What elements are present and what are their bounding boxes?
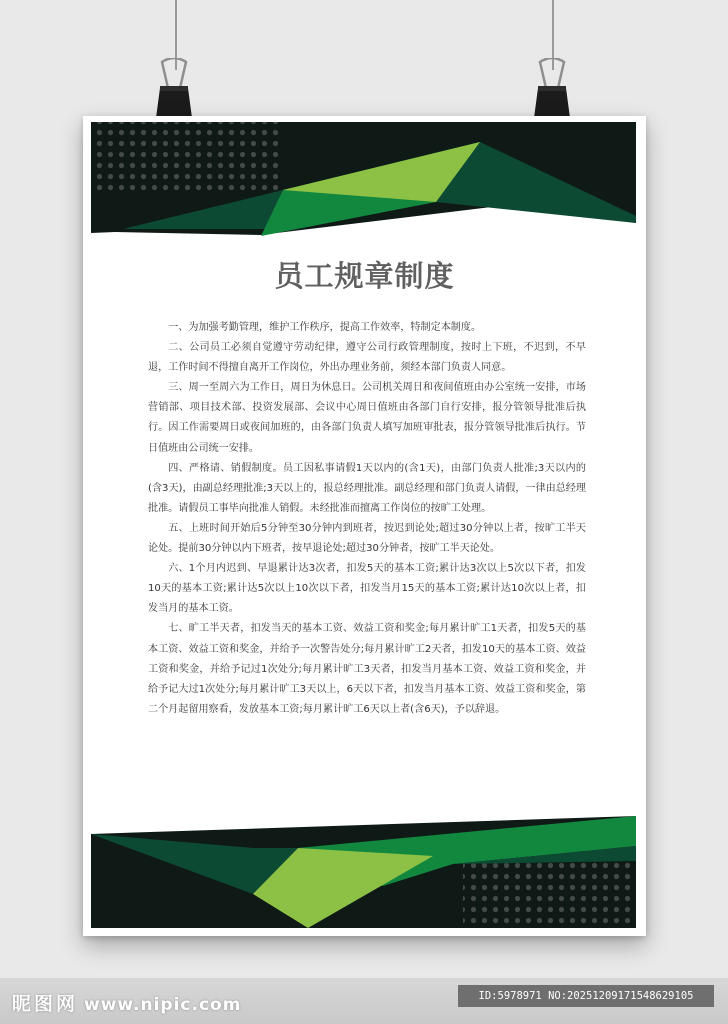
top-geometric-banner bbox=[83, 116, 646, 256]
site-url: www.nipic.com bbox=[84, 995, 242, 1015]
paragraph: 二、公司员工必须自觉遵守劳动纪律，遵守公司行政管理制度，按时上下班，不迟到，不早退，工作时间不得擅自离开工作岗位，外出办理业务前，须经本部门负责人同意。 bbox=[148, 342, 586, 374]
page-title: 员工规章制度 bbox=[274, 259, 455, 293]
binder-clip-right-icon bbox=[530, 58, 574, 122]
image-id-label: ID:5978971 NO:20251209171548629105 bbox=[458, 985, 714, 1007]
site-logo bbox=[12, 989, 241, 1016]
binder-clip-left-icon bbox=[152, 58, 196, 122]
paragraph: 五、上班时间开始后5分钟至30分钟内到班者，按迟到论处;超过30分钟以上者，按旷工半天论处。提前30分钟以内下班者，按早退论处;超过30分钟者，按旷工半天论处。 bbox=[148, 522, 586, 555]
bottom-geometric-banner bbox=[83, 816, 646, 936]
poster-sheet bbox=[83, 116, 646, 936]
regulations-body bbox=[148, 318, 586, 720]
paragraph: 一、为加强考勤管理，维护工作秩序，提高工作效率，特制定本制度。 bbox=[168, 322, 482, 333]
logo-text: 昵图网 bbox=[12, 993, 79, 1015]
paragraph: 六、1个月内迟到、早退累计达3次者，扣发5天的基本工资;累计达3次以上5次以下者，扣发10天的基本工资;累计达5次以上10次以下者，扣发当月15天的基本工资;累计达10次以上者，扣发当月的基本工资。 bbox=[148, 563, 586, 615]
paragraph: 七、旷工半天者，扣发当天的基本工资、效益工资和奖金;每月累计旷工1天者，扣发5天的基本工资、效益工资和奖金，并给予一次警告处分;每月累计旷工2天者，扣发10天的基本工资、效益工资和奖金，并给予记过1次处分;每月累计旷工3天者，扣发当月基本工资、效益工资和奖金，并给予记大过1次处分;每月累计旷工3天以上，6天以下者，扣发当月基本工资、效益工资和奖金，第二个月起留用察看，发放基本工资;每月累计旷工6天以上者(含6天)，予以辞退。 bbox=[148, 623, 586, 715]
paragraph: 三、周一至周六为工作日，周日为休息日。公司机关周日和夜间值班由办公室统一安排，市场营销部、项目技术部、投资发展部、会议中心周日值班由各部门自行安排，报分管领导批准后执行。因工作需要周日或夜间加班的，由各部门负责人填写加班审批表，报分管领导批准后执行。节日值班由公司统一安排。 bbox=[148, 382, 586, 454]
paragraph: 四、严格请、销假制度。员工因私事请假1天以内的(含1天)，由部门负责人批准;3天以内的(含3天)，由副总经理批准;3天以上的，报总经理批准。副总经理和部门负责人请假，一律由总经理批准。请假员工事毕向批准人销假。未经批准而擅离工作岗位的按旷工处理。 bbox=[148, 462, 586, 514]
